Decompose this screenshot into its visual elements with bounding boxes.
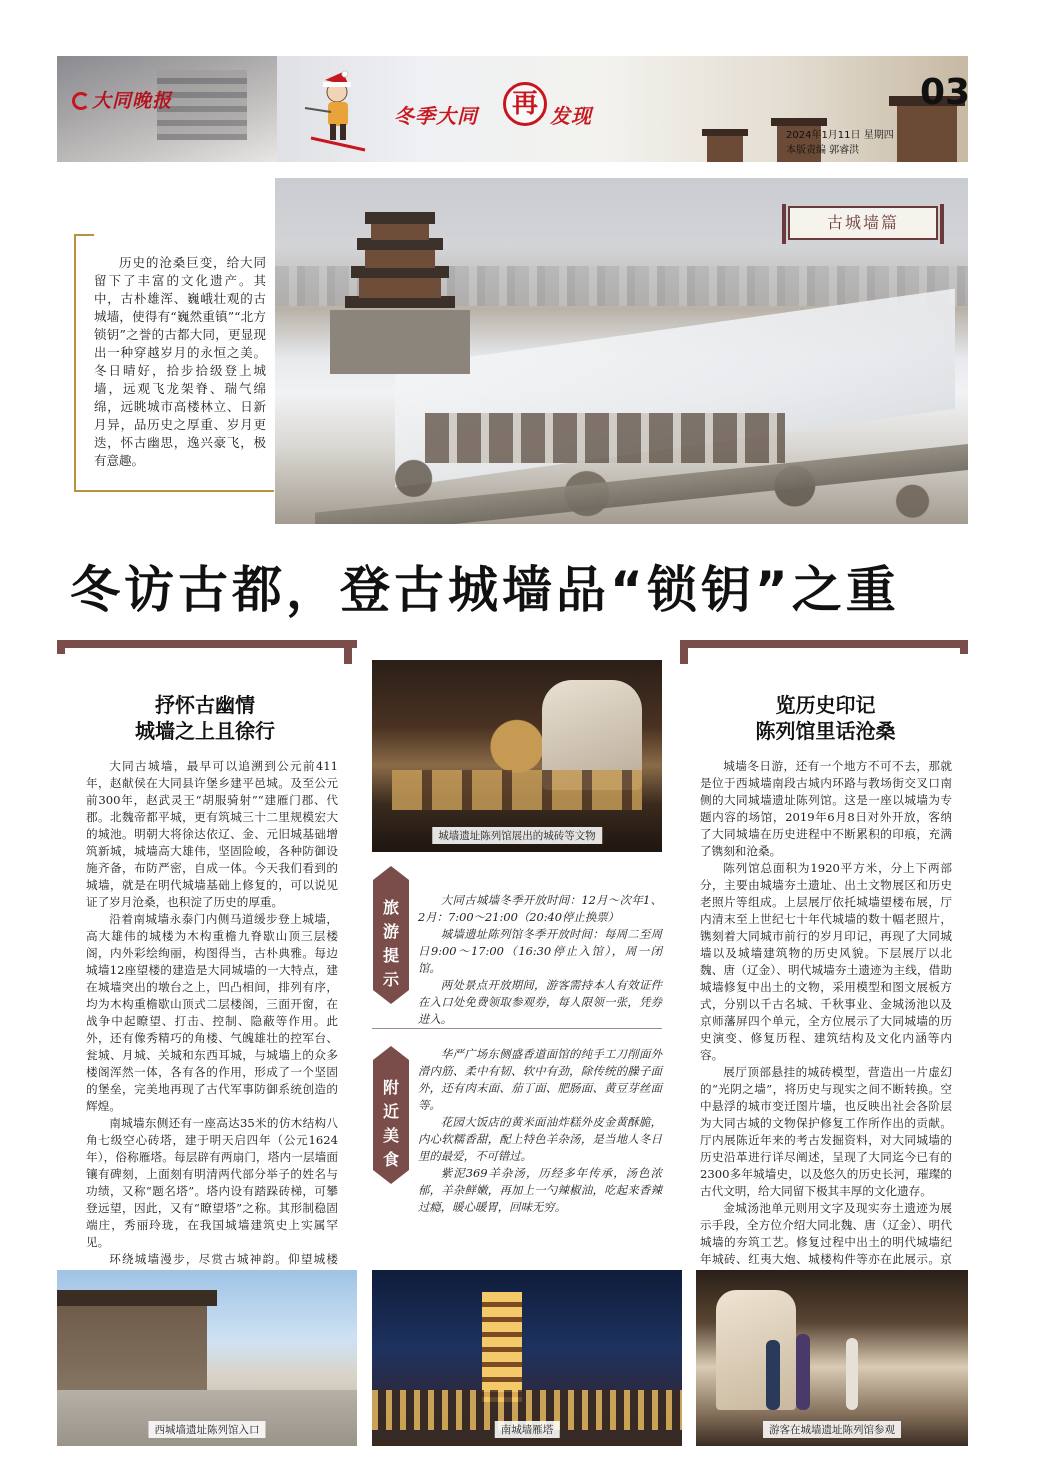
tower-roof — [57, 1290, 217, 1306]
food-paragraph: 紫泥369羊杂汤，历经多年传承，汤色浓郁，羊杂鲜嫩，再加上一勺辣椒油，吃起来香辣过瘾，暖心暖胃，回味无穷。 — [418, 1166, 662, 1214]
tower-floor — [365, 250, 435, 268]
photo-caption: 游客在城墙遗址陈列馆参观 — [763, 1421, 901, 1438]
nearby-food-text — [418, 1046, 662, 1216]
visitor — [846, 1338, 858, 1410]
travel-tips-tab — [373, 880, 409, 990]
tower-roof — [365, 212, 435, 224]
frame-top-bar — [57, 640, 357, 648]
tower-floor — [359, 278, 441, 298]
tab-char: 附 — [382, 1078, 399, 1097]
nearby-food-tab — [373, 1060, 409, 1170]
tower-image — [707, 132, 743, 162]
west-wall-museum-entrance-photo — [57, 1270, 357, 1446]
travel-paragraph: 大同古城墙冬季开放时间：12月～次年1、2月：7:00～21:00（20:40停止换票） — [418, 893, 662, 924]
photo-caption: 南城墙雁塔 — [495, 1421, 560, 1438]
left-column-title — [60, 692, 350, 744]
visitor — [766, 1340, 780, 1410]
food-paragraph: 华严广场东侧盛香道面馆的纯手工刀削面外滑内筋、柔中有韧、软中有劲，除传统的臊子面外，还有肉末面、茄丁面、肥肠面、黄豆芽丝面等。 — [418, 1047, 662, 1112]
tab-char: 食 — [382, 1150, 399, 1169]
tower-roof-image — [702, 129, 748, 136]
tab-char: 提 — [382, 946, 399, 965]
travel-paragraph: 两处景点开放期间，游客需持本人有效证件在入口处免费领取参观券，每人限领一张，凭券进入。 — [418, 978, 662, 1026]
left-title-line1: 抒怀古幽情 — [155, 693, 255, 717]
photo-caption: 西城墙遗址陈列馆入口 — [149, 1421, 266, 1438]
section-tag: 古城墙篇 — [788, 206, 938, 240]
right-column-body — [700, 758, 952, 1336]
frame-corner — [680, 640, 688, 664]
frame-corner — [344, 640, 352, 664]
section-divider — [372, 1028, 662, 1029]
left-paragraph: 大同古城墙，最早可以追溯到公元前411年，赵献侯在大同县许堡乡建平邑城。及至公元前300年，赵武灵王“胡服骑射”“建雁门郡、代郡。北魏帝都平城，更有筑城三十二里规模宏大的城池。明朝大将徐达依辽、金、元旧城基础增筑新城，城墙高大雄伟，坚固险峻，各种防御设施齐备，布防严密，自成一体。今天我们看到的城墙，就是在明代城墙基础上修复的，可以说见证了岁月沧桑，也积淀了历史的厚重。 — [86, 759, 338, 909]
tab-char: 游 — [382, 922, 399, 941]
series-title: 冬季大同 — [394, 104, 478, 128]
travel-paragraph: 城墙遗址陈列馆冬季开放时间：每周二至周日9:00～17:00（16:30停止入馆），周一闭馆。 — [418, 927, 662, 975]
intro-box — [74, 236, 274, 492]
paper-name: 大同晚报 — [92, 90, 173, 112]
left-paragraph: 沿着南城墙永泰门内侧马道缓步登上城墙，高大雄伟的城楼为木构重檐九脊歇山顶三层楼阁，内外彩绘绚丽，构图得当，古朴典雅。每边城墙12座望楼的建造是大同城墙的一大特点，建在城墙突出的墩台之上，凹凸相间，排列有序，均为木构重檐歇山顶式二层楼阁，三面开窗，在战争中起瞭望、打击、控制、隐蔽等作用。此外，还有像秀精巧的角楼、气魄雄壮的控军台、瓮城、月城、关城和东西耳城，与城墙上的众多楼阁浑然一体，各有各的作用，形成了一个坚固的堡垒，完美地再现了古代军事防御系统创造的辉煌。 — [86, 912, 338, 1113]
issue-date: 2024年1月11日 星期四 — [786, 130, 894, 141]
south-wall-goose-pagoda-photo — [372, 1270, 682, 1446]
series-mark: 再 — [503, 82, 547, 126]
frame-top-bar — [680, 640, 968, 648]
tab-char: 美 — [382, 1126, 399, 1145]
brick-display-case — [392, 770, 642, 810]
food-paragraph: 花园大饭店的黄米面油炸糕外皮金黄酥脆，内心软糯香甜，配上特色羊杂汤，是当地人冬日里的最爱，不可错过。 — [418, 1115, 662, 1163]
left-paragraph: 环绕城墙漫步，尽赏古城神韵。仰望城楼 — [109, 1252, 338, 1266]
tower-floor — [371, 224, 429, 240]
artifacts-exhibit-photo — [372, 660, 662, 852]
right-title-line2: 陈列馆里话沧桑 — [755, 719, 896, 743]
tower-roof-image — [771, 118, 827, 126]
tower-image — [897, 106, 957, 162]
right-paragraph: 金城汤池单元则用文字及现实夯土遗迹为展示手段，全方位介绍大同北魏、唐（辽金）、明代城墙的夯筑工艺。修复过程中出土的明代城墙纪年城砖、红夷大炮、城楼构件等亦在此展示。京 — [700, 1201, 952, 1266]
rammed-earth-wall — [716, 1290, 796, 1410]
paper-logo — [72, 86, 172, 113]
page-number: 03 — [920, 72, 971, 113]
skier-mascot-icon — [303, 68, 373, 154]
visitor — [796, 1334, 810, 1410]
left-paragraph: 南城墙东侧还有一座高达35米的仿木结构八角七级空心砖塔，建于明天启四年（公元1624年），俗称雁塔。每层辟有两扇门，塔内一层墙面镶有碑刻，上面刻有明清两代部分举子的姓名与功绩，又称“题名塔”。塔内设有踏跺砖梯，可攀登远望，因此，又有“瞭望塔”之称。其形制稳固端庄，秀丽玲珑，在我国城墙建筑史上实属罕见。 — [86, 1116, 338, 1249]
right-paragraph: 陈列馆总面积为1920平方米，分上下两部分，主要由城墙夯土遗址、出土文物展区和历史老照片等组成。上层展厅依托城墙望楼布展，厅内清末至上世纪七十年代城墙的数十幅老照片，镌刻着大同城市前行的岁月印记，再现了大同城墙以及城墙建筑物的历史风貌。下层展厅以北魏、唐（辽金）、明代城墙夯土遗迹为主线，借助城墙修复中出土的文物，采用模型和图文展板方式，分别以千古名城、千秋事业、金城汤池以及京师藩屏四个单元，全方位展示了大同城墙的历史演变、修复历程、建筑结构及文化内涵等内容。 — [700, 861, 952, 1062]
right-paragraph: 城墙冬日游，还有一个地方不可不去，那就是位于西城墙南段古城内环路与教场街交叉口南侧的大同城墙遗址陈列馆。这是一座以城墙为专题内容的场馆，2019年6月8日对外开放，客纳了大同城墙在历史进程中不断累积的印痕，充满了镌刻和沧桑。 — [700, 759, 952, 858]
left-title-line2: 城墙之上且徐行 — [135, 719, 275, 743]
tab-char: 旅 — [382, 898, 399, 917]
tower-base — [330, 310, 470, 374]
intro-text: 历史的沧桑巨变，给大同留下了丰富的文化遗产。其中，古朴雄浑、巍峨壮观的古城墙，使得有“巍然重镇”“北方锁钥”之誉的古都大同，更显现出一种穿越岁月的永恒之美。冬日晴好，拾步拾级登上城墙，远观飞龙架脊、瑞气绵绵，远眺城市高楼林立、日新月异，品历史之厚重、岁月更迭，怀古幽思，逸兴豪飞，极有意趣。 — [94, 255, 266, 468]
travel-tips-text — [418, 892, 662, 1028]
photo-caption: 城墙遗址陈列馆展出的城砖等文物 — [432, 827, 602, 844]
left-column-body — [86, 758, 338, 1319]
page-headline: 冬访古都，登古城墙品“锁钥”之重 — [70, 561, 900, 619]
right-paragraph: 展厅顶部悬挂的城砖模型，营造出一片虚幻的“光阴之墙”，将历史与现实之间不断转换。空中悬浮的城市变迁图片墙，也反映出社会各阶层为大同古城的文物保护修复工作所作出的贡献。厅内展陈近年来的考古发掘资料，对大同城墙的历史沿革进行详尽阐述，呈现了大同迄今已有的2300多年城墙史，以及悠久的历史长河，璀璨的古代文明，给大同留下极其丰厚的文化遗存。 — [700, 1065, 952, 1198]
visitors-in-museum-photo — [696, 1270, 968, 1446]
frame-corner — [57, 640, 65, 654]
tab-char: 近 — [382, 1102, 399, 1121]
pagoda — [482, 1292, 522, 1402]
right-column-title — [688, 692, 963, 744]
page-editor: 本版责编 郭睿洪 — [786, 145, 860, 156]
right-title-line1: 览历史印记 — [775, 693, 876, 717]
series-tail: 发现 — [550, 104, 592, 128]
tab-char: 示 — [382, 970, 399, 989]
frame-corner — [960, 640, 968, 654]
logo-swirl-icon — [72, 92, 90, 110]
